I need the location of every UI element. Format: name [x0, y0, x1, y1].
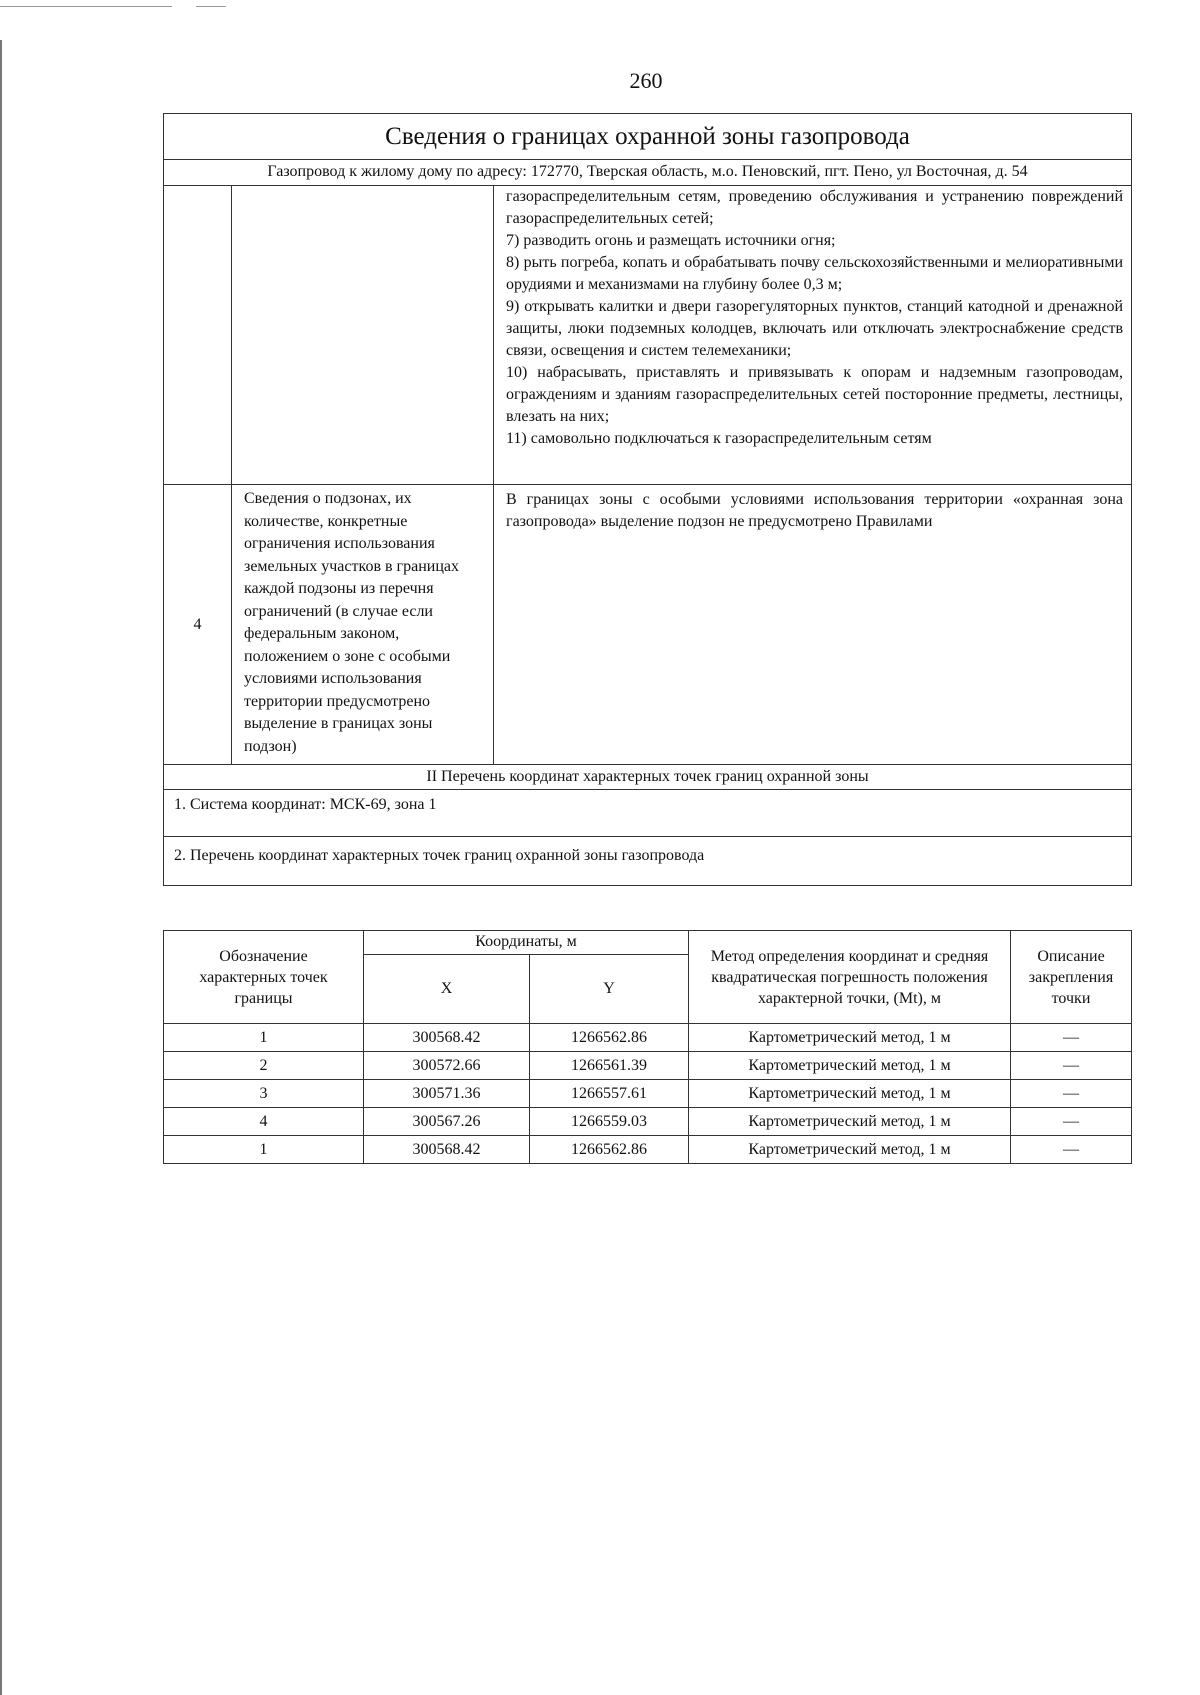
table-row	[164, 1136, 1132, 1164]
y-value: 1266559.03	[530, 1108, 689, 1136]
protection-zone-table	[163, 113, 1132, 886]
point-id: 4	[164, 1108, 364, 1136]
point-id: 1	[164, 1024, 364, 1052]
table-row	[164, 1080, 1132, 1108]
point-id: 2	[164, 1052, 364, 1080]
desc-value: —	[1011, 1052, 1132, 1080]
desc-value: —	[1011, 1080, 1132, 1108]
coordinates-table	[163, 930, 1132, 1164]
header-method: Метод определения координат и средняя квадратическая погрешность положения характерной точки, (Mt), м	[689, 931, 1011, 1024]
method-value: Картометрический метод, 1 м	[689, 1136, 1011, 1164]
scan-edge-top-line-2	[196, 6, 226, 7]
desc-value: —	[1011, 1024, 1132, 1052]
scan-edge-left-line	[0, 40, 2, 1695]
table-row	[164, 1024, 1132, 1052]
method-value: Картометрический метод, 1 м	[689, 1052, 1011, 1080]
x-value: 300572.66	[364, 1052, 530, 1080]
subzone-label: Сведения о подзонах, их количестве, конкретные ограничения использования земельных участков в границах каждой подзоны из перечня ограничений (в случае если федеральным законом, положением о зоне с особыми условиями использования территории предусмотрено выделение в границах зоны подзон)	[232, 485, 494, 765]
restriction-item: 11) самовольно подключаться к газораспределительным сетям	[506, 430, 932, 447]
restriction-item: газораспределительным сетям, проведению обслуживания и устранению повреждений газораспределительных сетей;	[506, 188, 1124, 227]
table-row	[164, 1108, 1132, 1136]
desc-value: —	[1011, 1108, 1132, 1136]
header-coordinates: Координаты, м	[364, 931, 689, 955]
restriction-item: 10) набрасывать, приставлять и привязывать к опорам и надземным газопроводам, ограждениям и зданиям газораспределительных сетей посторонние предметы, лестницы, влезать на них;	[506, 364, 1124, 425]
row-number: 4	[164, 485, 232, 765]
x-value: 300571.36	[364, 1080, 530, 1108]
y-value: 1266562.86	[530, 1024, 689, 1052]
section-title: II Перечень координат характерных точек границ охранной зоны	[164, 765, 1132, 790]
empty-number-cell	[164, 186, 232, 485]
restriction-item: 8) рыть погреба, копать и обрабатывать почву сельскохозяйственными и мелиоративными орудиями и механизмами на глубину более 0,3 м;	[506, 254, 1124, 293]
point-id: 3	[164, 1080, 364, 1108]
document-title: Сведения о границах охранной зоны газопровода	[164, 114, 1132, 160]
header-description: Описание закрепления точки	[1011, 931, 1132, 1024]
page-number: 260	[629, 68, 663, 93]
scan-edge-top-line	[0, 6, 172, 7]
header-designation: Обозначение характерных точек границы	[164, 931, 364, 1024]
header-y: Y	[530, 954, 689, 1023]
method-value: Картометрический метод, 1 м	[689, 1080, 1011, 1108]
x-value: 300568.42	[364, 1136, 530, 1164]
point-id: 1	[164, 1136, 364, 1164]
y-value: 1266557.61	[530, 1080, 689, 1108]
x-value: 300568.42	[364, 1024, 530, 1052]
desc-value: —	[1011, 1136, 1132, 1164]
header-x: X	[364, 954, 530, 1023]
method-value: Картометрический метод, 1 м	[689, 1108, 1011, 1136]
restrictions-list	[494, 186, 1132, 485]
points-list-title: 2. Перечень координат характерных точек границ охранной зоны газопровода	[164, 837, 1132, 886]
restriction-item: 9) открывать калитки и двери газорегуляторных пунктов, станций катодной и дренажной защиты, люки подземных колодцев, включать или отключать электроснабжение средств связи, освещения и систем телемеханики;	[506, 298, 1124, 359]
y-value: 1266562.86	[530, 1136, 689, 1164]
subzone-text: В границах зоны с особыми условиями использования территории «охранная зона газопровода» выделение подзон не предусмотрено Правилами	[494, 485, 1132, 765]
method-value: Картометрический метод, 1 м	[689, 1024, 1011, 1052]
y-value: 1266561.39	[530, 1052, 689, 1080]
coord-system: 1. Система координат: МСК-69, зона 1	[164, 790, 1132, 837]
document-subtitle: Газопровод к жилому дому по адресу: 172770, Тверская область, м.о. Пеновский, пгт. Пено, ул Восточная, д. 54	[164, 160, 1132, 186]
empty-label-cell	[232, 186, 494, 485]
x-value: 300567.26	[364, 1108, 530, 1136]
table-row	[164, 1052, 1132, 1080]
restriction-item: 7) разводить огонь и размещать источники огня;	[506, 232, 836, 249]
